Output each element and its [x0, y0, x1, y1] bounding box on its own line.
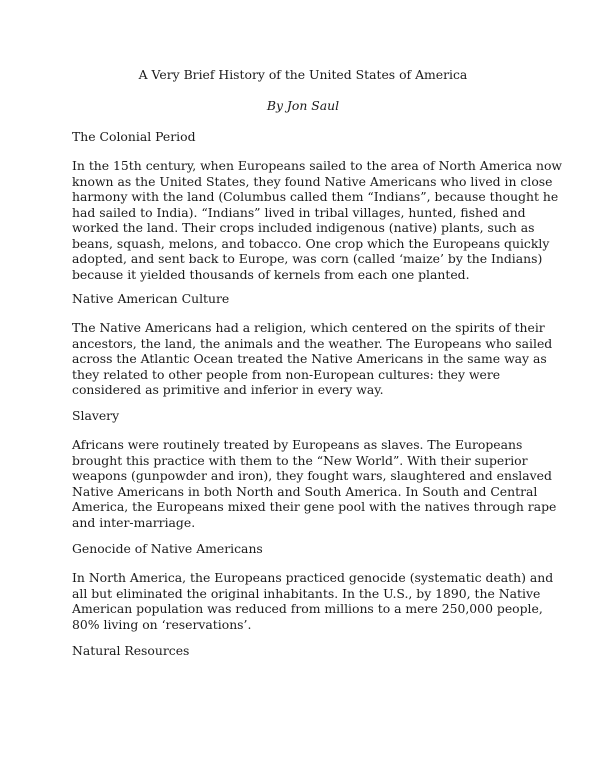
section-heading-native-american-culture: Native American Culture [72, 291, 230, 306]
text-line: weapons (gunpowder and iron), they fought wars, slaughtered and enslaved [72, 468, 552, 483]
text-line: American population was reduced from millions to a mere 250,000 people, [72, 601, 543, 616]
section-heading-genocide: Genocide of Native Americans [72, 541, 263, 556]
section-paragraph-native-american-culture [72, 320, 553, 398]
text-line: In North America, the Europeans practiced genocide (systematic death) and [72, 570, 554, 585]
text-line: 80% living on ‘reservations’. [72, 616, 252, 632]
text-line: and inter-marriage. [72, 514, 196, 530]
section-heading-slavery: Slavery [72, 408, 120, 423]
text-line: brought this practice with them to the “New World”. With their superior [72, 452, 528, 468]
text-line: adopted, and sent back to Europe, was corn (called ‘maize’ by the Indians) [72, 251, 543, 266]
text-line: all but eliminated the original inhabitants. In the U.S., by 1890, the Native [72, 585, 541, 601]
text-line: worked the land. Their crops included indigenous (native) plants, such as [72, 220, 535, 235]
document-title: A Very Brief History of the United States of America [138, 67, 468, 82]
text-line: In the 15th century, when Europeans sailed to the area of North America now [72, 158, 563, 173]
text-line: beans, squash, melons, and tobacco. One crop which the Europeans quickly [72, 235, 550, 251]
section-paragraph-genocide [72, 570, 554, 632]
text-line: ancestors, the land, the animals and the weather. The Europeans who sailed [72, 335, 553, 351]
document-author: By Jon Saul [266, 98, 340, 113]
text-line: had sailed to India). “Indians” lived in tribal villages, hunted, fished and [72, 204, 526, 220]
text-line: harmony with the land (Columbus called them “Indians”, because thought he [72, 189, 559, 204]
text-line: they related to other people from non-European cultures: they were [72, 366, 501, 382]
section-heading-colonial-period: The Colonial Period [72, 129, 196, 144]
text-line: Africans were routinely treated by Europeans as slaves. The Europeans [72, 437, 523, 452]
section-paragraph-colonial-period [72, 158, 563, 282]
text-line: known as the United States, they found Native Americans who lived in close [72, 173, 553, 189]
text-line: Native Americans in both North and South America. In South and Central [72, 483, 538, 499]
text-line: America, the Europeans mixed their gene pool with the natives through rape [72, 499, 557, 514]
text-line: because it yielded thousands of kernels from each one planted. [72, 266, 470, 282]
text-line: across the Atlantic Ocean treated the Native Americans in the same way as [72, 351, 547, 366]
section-paragraph-slavery [72, 437, 557, 530]
section-heading-natural-resources: Natural Resources [72, 643, 190, 658]
text-line: considered as primitive and inferior in every way. [72, 382, 384, 397]
text-line: The Native Americans had a religion, which centered on the spirits of their [72, 320, 545, 335]
